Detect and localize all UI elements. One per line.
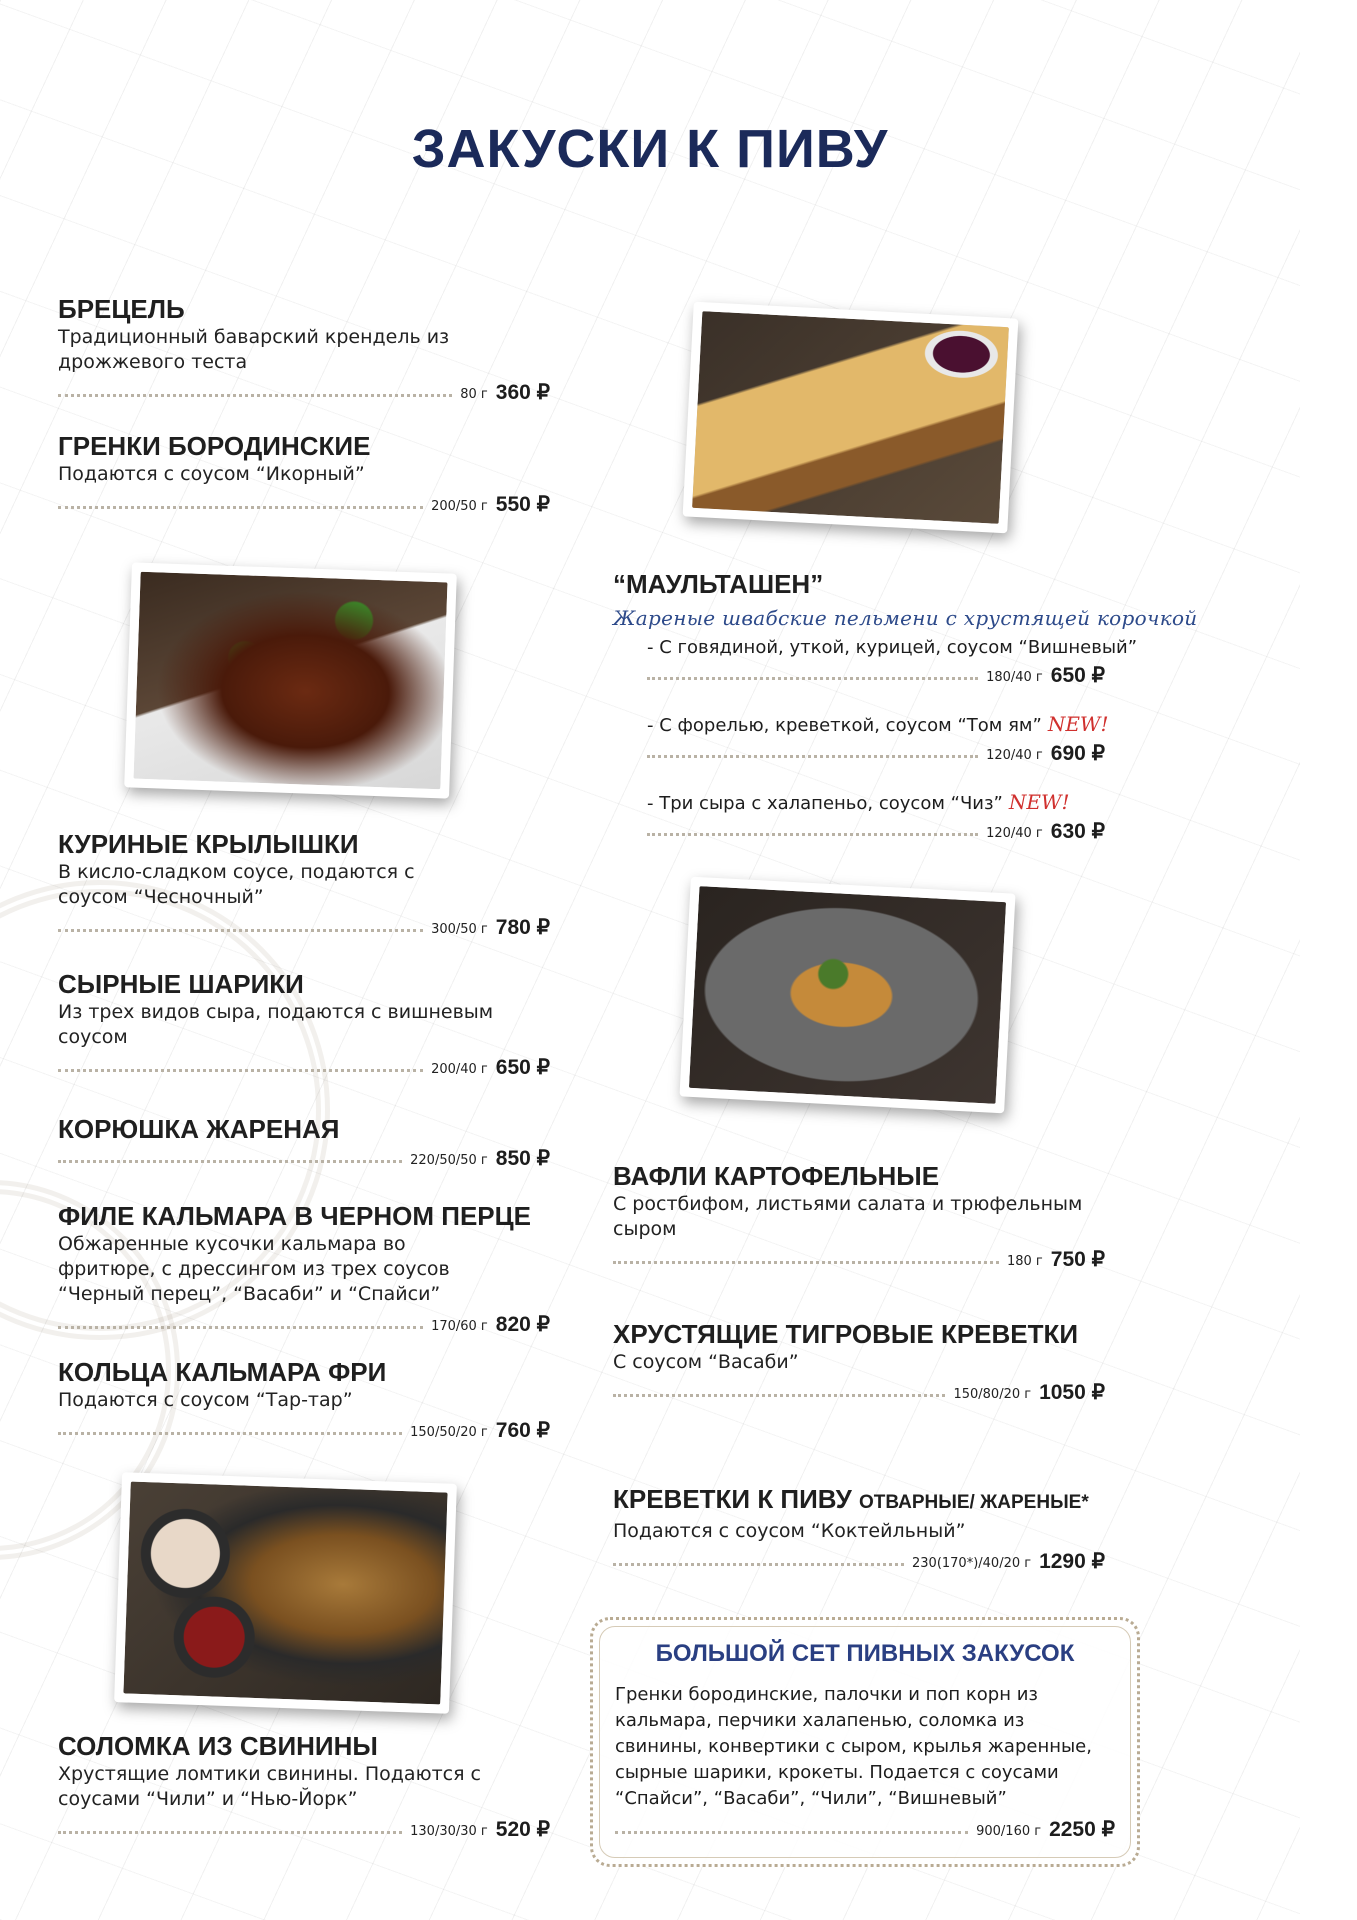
dotted-leader — [647, 755, 978, 758]
variant-text: - С форелью, креветкой, соусом “Том ям” — [647, 715, 1042, 736]
item-description: Подаются с соусом “Тар-тар” — [58, 1389, 353, 1411]
item-weight: 150/80/20 г — [953, 1387, 1032, 1402]
food-image — [692, 311, 1009, 524]
variant-text: - С говядиной, уткой, курицей, соусом “Вишневый” — [647, 637, 1138, 658]
price-row — [647, 740, 1105, 766]
price-row — [613, 1548, 1105, 1574]
item-description: С ростбифом, листьями салата и трюфельным сыром — [613, 1193, 1083, 1240]
item-description: Традиционный баварский крендель из дрожжевого теста — [58, 326, 450, 373]
item-description: Из трех видов сыра, подаются с вишневым соусом — [58, 1001, 494, 1048]
item-name: СОЛОМКА ИЗ СВИНИНЫ — [58, 1731, 378, 1761]
food-image — [123, 1482, 447, 1705]
item-price: 850 ₽ — [495, 1147, 550, 1170]
price-row — [615, 1816, 1115, 1842]
menu-item-maultaschen — [613, 569, 1198, 868]
item-name: “МАУЛЬТАШЕН” — [613, 569, 824, 599]
item-name: ВАФЛИ КАРТОФЕЛЬНЫЕ — [613, 1161, 940, 1191]
item-description: Подаются с соусом “Икорный” — [58, 463, 365, 485]
price-row — [58, 1054, 550, 1080]
item-name: СЫРНЫЕ ШАРИКИ — [58, 969, 304, 999]
menu-item-beer-shrimp — [613, 1485, 1105, 1574]
new-badge: NEW! — [1047, 712, 1109, 736]
menu-item-borodino-croutons — [58, 432, 550, 517]
dotted-leader — [58, 929, 423, 932]
price-row — [58, 1311, 550, 1337]
item-weight: 130/30/30 г — [410, 1824, 488, 1839]
item-weight: 220/50/50 г — [410, 1153, 488, 1168]
dotted-leader — [615, 1831, 968, 1834]
item-tagline: Жареные швабские пельмени с хрустящей корочкой — [613, 606, 1198, 630]
photo-potato-waffles — [679, 877, 1015, 1114]
new-badge: NEW! — [1008, 790, 1070, 814]
item-weight: 900/160 г — [976, 1824, 1042, 1839]
item-name: КОРЮШКА ЖАРЕНАЯ — [58, 1114, 340, 1144]
item-name: ФИЛЕ КАЛЬМАРА В ЧЕРНОМ ПЕРЦЕ — [58, 1201, 531, 1231]
item-description: Обжаренные кусочки кальмара во фритюре, с дрессингом из трех соусов “Черный перец”, “Васаби” и “Спайси” — [58, 1233, 450, 1305]
variant-list — [613, 636, 1138, 844]
price-row — [58, 914, 550, 940]
item-weight: 150/50/20 г — [410, 1425, 488, 1440]
item-price: 630 ₽ — [1050, 820, 1105, 843]
item-price: 780 ₽ — [495, 916, 550, 939]
price-row — [58, 1145, 550, 1171]
item-weight: 200/40 г — [431, 1062, 488, 1077]
item-price: 1290 ₽ — [1039, 1550, 1105, 1573]
price-row — [613, 1246, 1105, 1272]
item-weight: 120/40 г — [986, 826, 1043, 841]
item-price: 760 ₽ — [495, 1419, 550, 1442]
item-name-suffix: ОТВАРНЫЕ/ ЖАРЕНЫЕ* — [859, 1492, 1089, 1513]
item-weight: 170/60 г — [431, 1319, 488, 1334]
item-price: 360 ₽ — [495, 381, 550, 404]
item-description: С соусом “Васаби” — [613, 1351, 799, 1373]
dotted-leader — [58, 1326, 423, 1329]
photo-maultaschen — [683, 302, 1019, 534]
item-name: КРЕВЕТКИ К ПИВУ — [613, 1484, 852, 1514]
price-row — [58, 1816, 550, 1842]
item-name: КОЛЬЦА КАЛЬМАРА ФРИ — [58, 1357, 387, 1387]
item-description: В кисло-сладком соусе, подаются с соусом “Чесночный” — [58, 861, 415, 908]
item-name: ГРЕНКИ БОРОДИНСКИЕ — [58, 431, 371, 461]
item-price: 650 ₽ — [495, 1056, 550, 1079]
menu-item-pork-strips — [58, 1732, 550, 1842]
item-name: БРЕЦЕЛЬ — [58, 294, 185, 324]
dotted-leader — [58, 394, 452, 397]
photo-chicken-wings — [124, 562, 457, 798]
menu-item-chicken-wings — [58, 830, 550, 940]
item-price: 1050 ₽ — [1039, 1381, 1105, 1404]
dotted-leader — [58, 1831, 402, 1834]
set-description: Гренки бородинские, палочки и поп корн из кальмара, перчики халапенью, соломка из свинины, конвертики с сыром, крылья жаренные, сырные шарики, крокеты. Подается с соусами “Спайси”, “Васаби”, “Чили”, “Вишневый” — [615, 1684, 1092, 1809]
price-row — [613, 1379, 1105, 1405]
menu-item-squid-rings — [58, 1358, 550, 1443]
item-price: 750 ₽ — [1050, 1248, 1105, 1271]
item-weight: 80 г — [460, 387, 488, 402]
menu-item-cheese-balls — [58, 970, 550, 1080]
price-row — [647, 818, 1105, 844]
page-margin — [1300, 0, 1357, 1920]
item-name: ХРУСТЯЩИЕ ТИГРОВЫЕ КРЕВЕТКИ — [613, 1319, 1079, 1349]
price-row — [58, 491, 550, 517]
dotted-leader — [58, 1160, 402, 1163]
menu-item-potato-waffles — [613, 1162, 1105, 1272]
item-description: Подаются с соусом “Коктейльный” — [613, 1520, 966, 1542]
variant-item — [647, 636, 1138, 688]
dotted-leader — [58, 1432, 402, 1435]
menu-item-squid-fillet — [58, 1202, 550, 1337]
dotted-leader — [58, 506, 423, 509]
menu-item-tiger-prawns — [613, 1320, 1105, 1405]
item-name: КУРИНЫЕ КРЫЛЫШКИ — [58, 829, 359, 859]
item-weight: 230(170*)/40/20 г — [912, 1556, 1032, 1571]
item-price: 690 ₽ — [1050, 742, 1105, 765]
item-weight: 180 г — [1006, 1254, 1043, 1269]
variant-item — [647, 712, 1109, 766]
price-row — [58, 379, 550, 405]
page-title: ЗАКУСКИ К ПИВУ — [411, 119, 889, 179]
photo-pork-strips — [114, 1472, 457, 1714]
item-description: Хрустящие ломтики свинины. Подаются с соусами “Чили” и “Нью-Йорк” — [58, 1763, 482, 1810]
item-price: 520 ₽ — [495, 1818, 550, 1841]
item-weight: 120/40 г — [986, 748, 1043, 763]
variant-item — [647, 790, 1105, 844]
big-beer-snack-set — [590, 1617, 1140, 1867]
menu-item-pretzel — [58, 295, 550, 405]
price-row — [58, 1417, 550, 1443]
item-price: 550 ₽ — [495, 493, 550, 516]
dotted-leader — [613, 1261, 999, 1264]
price-row — [647, 662, 1105, 688]
food-image — [689, 886, 1006, 1104]
dotted-leader — [613, 1394, 945, 1397]
food-image — [133, 572, 447, 790]
dotted-leader — [613, 1563, 904, 1566]
set-title: БОЛЬШОЙ СЕТ ПИВНЫХ ЗАКУСОК — [655, 1640, 1075, 1667]
item-weight: 200/50 г — [431, 499, 488, 514]
item-price: 650 ₽ — [1050, 664, 1105, 687]
dotted-leader — [58, 1069, 423, 1072]
variant-text: - Три сыра с халапеньо, соусом “Чиз” — [647, 793, 1003, 814]
dotted-leader — [647, 677, 978, 680]
item-weight: 180/40 г — [986, 670, 1043, 685]
item-price: 2250 ₽ — [1049, 1818, 1115, 1841]
menu-item-fried-smelt — [58, 1115, 550, 1171]
item-weight: 300/50 г — [431, 922, 488, 937]
item-price: 820 ₽ — [495, 1313, 550, 1336]
dotted-leader — [647, 833, 978, 836]
